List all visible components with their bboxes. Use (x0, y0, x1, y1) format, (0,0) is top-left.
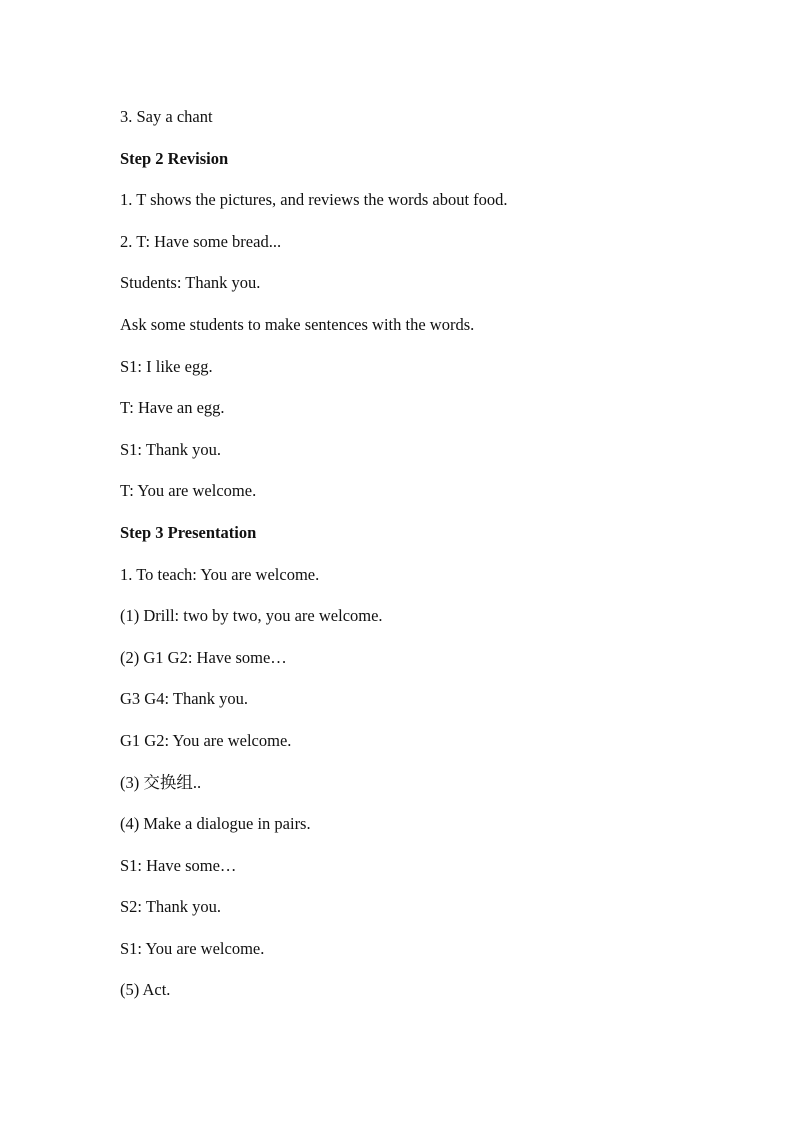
body-line: S1: Have some… (120, 855, 237, 875)
body-line: S1: I like egg. (120, 356, 213, 376)
body-line: (1) Drill: two by two, you are welcome. (120, 606, 383, 626)
body-line: 1. T shows the pictures, and reviews the words about food. (120, 190, 508, 210)
body-line: 3. Say a chant (120, 107, 213, 126)
body-line: (3) 交换组.. (120, 772, 202, 792)
body-line: G3 G4: Thank you. (120, 689, 249, 709)
body-line: S1: You are welcome. (120, 938, 265, 958)
section-heading: Step 3 Presentation (120, 522, 257, 542)
body-line: S1: Thank you. (120, 439, 221, 459)
document-body (120, 104, 740, 1019)
body-line: T: Have an egg. (120, 398, 225, 418)
body-line: 1. To teach: You are welcome. (120, 564, 320, 584)
body-line: (2) G1 G2: Have some… (120, 647, 287, 667)
body-line: T: You are welcome. (120, 481, 257, 501)
body-line: G1 G2: You are welcome. (120, 730, 292, 750)
section-heading: Step 2 Revision (120, 148, 229, 168)
body-line: (4) Make a dialogue in pairs. (120, 814, 311, 834)
body-line: (5) Act. (120, 980, 171, 1000)
body-line: Students: Thank you. (120, 273, 261, 293)
body-line: 2. T: Have some bread... (120, 231, 282, 251)
body-line: Ask some students to make sentences with the words. (120, 314, 475, 334)
body-line: S2: Thank you. (120, 897, 221, 917)
